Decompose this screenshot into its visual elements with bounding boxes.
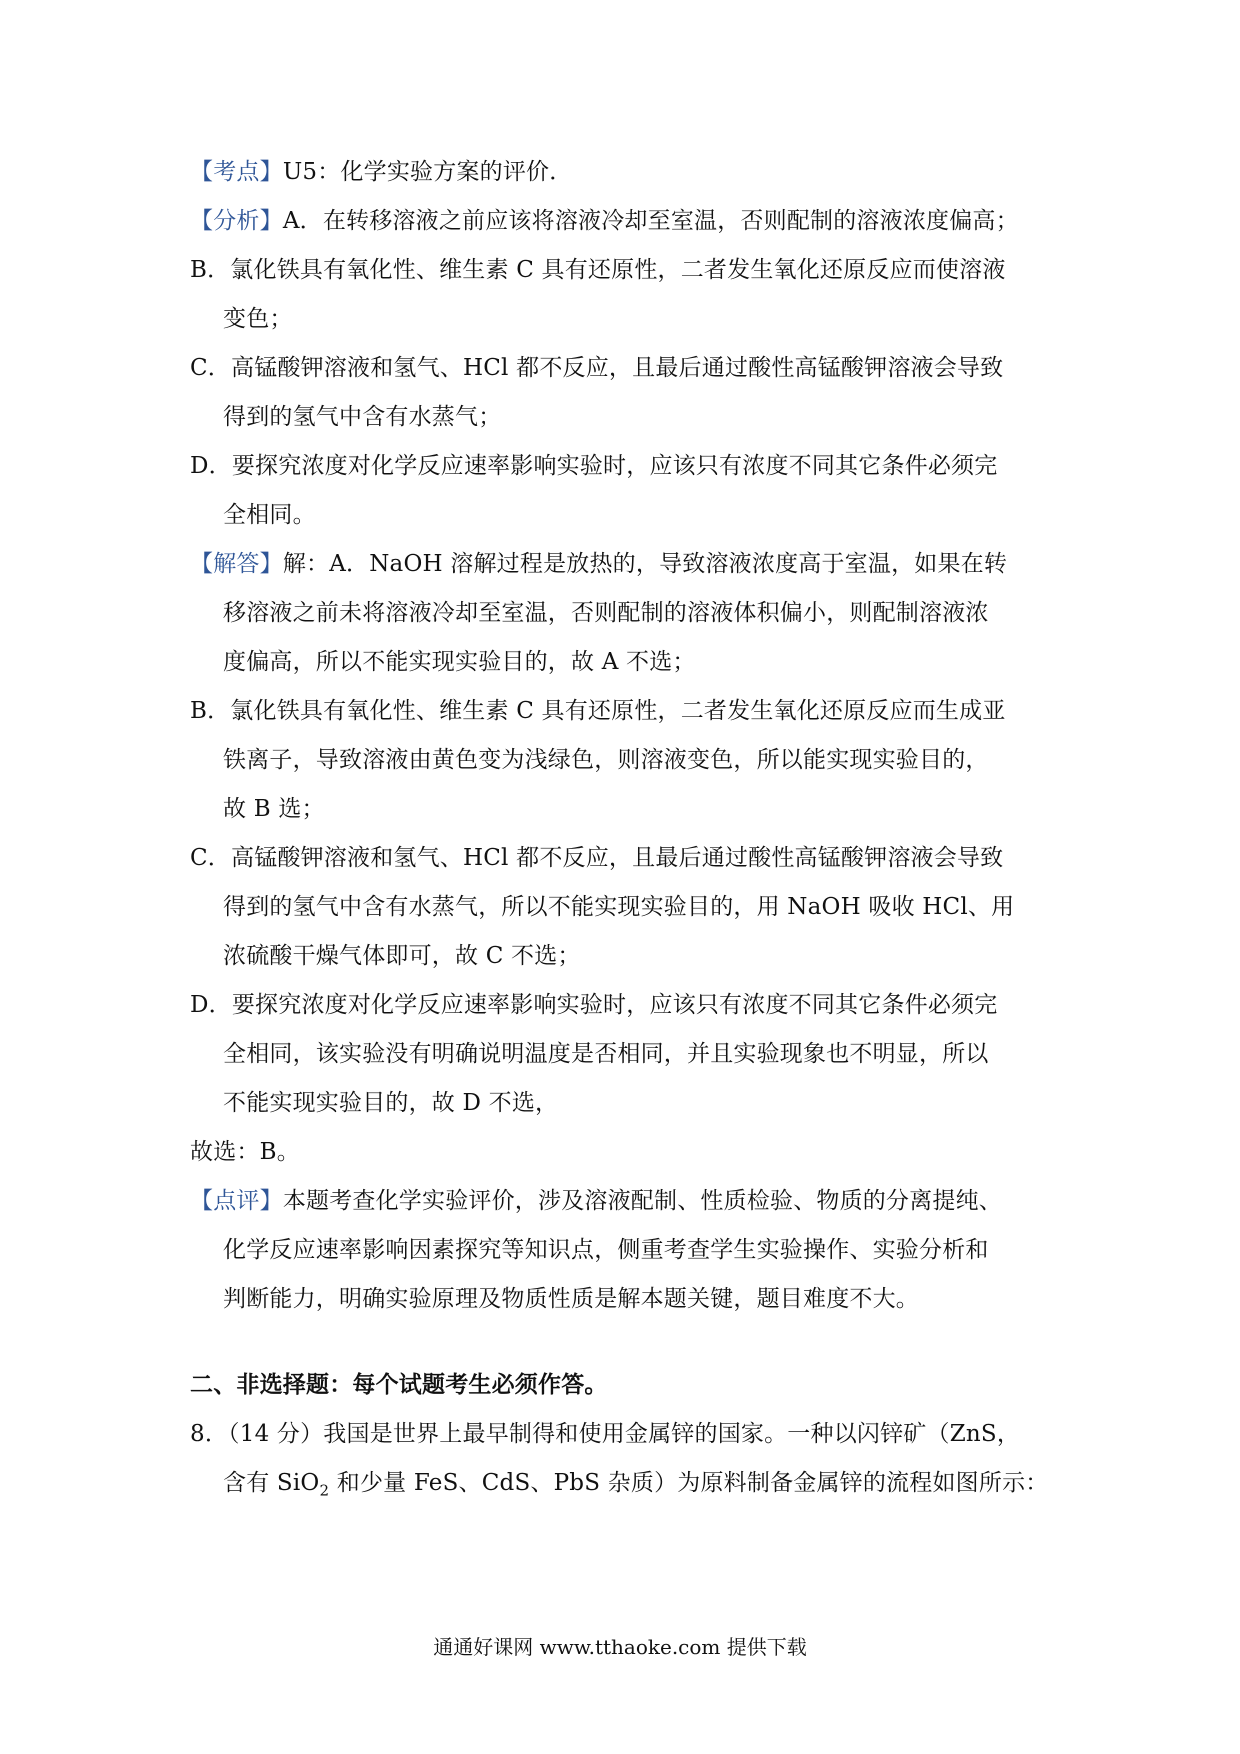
jieda-line-a1: [190, 550, 1055, 599]
kaodian-tag: 【考点】: [190, 159, 283, 185]
jieda-c1: C．高锰酸钾溶液和氢气、HCl 都不反应，且最后通过酸性高锰酸钾溶液会导致: [190, 845, 1004, 871]
q8-line2-a: 含有 SiO: [223, 1470, 320, 1496]
q8-line2: [190, 1469, 1055, 1518]
dianping-tag: 【点评】: [190, 1188, 283, 1214]
jieda-a1: 解：A．NaOH 溶解过程是放热的，导致溶液浓度高于室温，如果在转: [282, 551, 1008, 577]
jieda-tag: 【解答】: [190, 551, 283, 577]
section-gap: [190, 1334, 1055, 1371]
fenxi-c1: C．高锰酸钾溶液和氢气、HCl 都不反应，且最后通过酸性高锰酸钾溶液会导致: [190, 355, 1004, 381]
section2-heading: 二、非选择题：每个试题考生必须作答。: [190, 1371, 608, 1398]
jieda-b2: 铁离子，导致溶液由黄色变为浅绿色，则溶液变色，所以能实现实验目的，: [223, 747, 989, 773]
document-content: [190, 158, 1055, 1518]
fenxi-c2: 得到的氢气中含有水蒸气；: [223, 404, 502, 430]
fenxi-d1: D．要探究浓度对化学反应速率影响实验时，应该只有浓度不同其它条件必须完: [190, 453, 998, 479]
fenxi-b1: B．氯化铁具有氧化性、维生素 C 具有还原性，二者发生氧化还原反应而使溶液: [190, 257, 1006, 283]
q8-line1: 8．（14 分）我国是世界上最早制得和使用金属锌的国家。一种以闪锌矿（ZnS，: [190, 1421, 1021, 1447]
fenxi-tag: 【分析】: [190, 208, 283, 234]
jieda-b3: 故 B 选；: [223, 796, 325, 822]
q8-line2-b: 和少量 FeS、CdS、PbS 杂质）为原料制备金属锌的流程如图所示：: [329, 1470, 1049, 1496]
dianping-l2: 化学反应速率影响因素探究等知识点，侧重考查学生实验操作、实验分析和: [223, 1237, 989, 1263]
q8-line2-sub: 2: [319, 1481, 330, 1500]
kaodian-line: [190, 158, 1055, 207]
fenxi-line-a: [190, 207, 1055, 256]
jieda-d2: 全相同，该实验没有明确说明温度是否相同，并且实验现象也不明显，所以: [223, 1041, 989, 1067]
kaodian-text: U5：化学实验方案的评价．: [282, 159, 573, 185]
jieda-c2: 得到的氢气中含有水蒸气，所以不能实现实验目的，用 NaOH 吸收 HCl、用: [223, 894, 1015, 920]
jieda-c3: 浓硫酸干燥气体即可，故 C 不选；: [223, 943, 581, 969]
dianping-line-1: [190, 1187, 1055, 1236]
page-footer: 通通好课网 www.tthaoke.com 提供下载: [433, 1635, 807, 1659]
jieda-d1: D．要探究浓度对化学反应速率影响实验时，应该只有浓度不同其它条件必须完: [190, 992, 998, 1018]
jieda-a2: 移溶液之前未将溶液冷却至室温，否则配制的溶液体积偏小，则配制溶液浓: [223, 600, 989, 626]
jieda-d3: 不能实现实验目的，故 D 不选，: [223, 1090, 559, 1116]
fenxi-b2: 变色；: [223, 306, 293, 332]
jieda-a3: 度偏高，所以不能实现实验目的，故 A 不选；: [223, 649, 696, 675]
jieda-answer: 故选：B。: [190, 1139, 300, 1165]
fenxi-d2: 全相同。: [223, 502, 316, 528]
dianping-l3: 判断能力，明确实验原理及物质性质是解本题关键，题目难度不大。: [223, 1286, 919, 1312]
fenxi-a: A．在转移溶液之前应该将溶液冷却至室温，否则配制的溶液浓度偏高；: [282, 208, 1019, 234]
jieda-b1: B．氯化铁具有氧化性、维生素 C 具有还原性，二者发生氧化还原反应而生成亚: [190, 698, 1006, 724]
dianping-l1: 本题考查化学实验评价，涉及溶液配制、性质检验、物质的分离提纯、: [282, 1188, 1003, 1214]
